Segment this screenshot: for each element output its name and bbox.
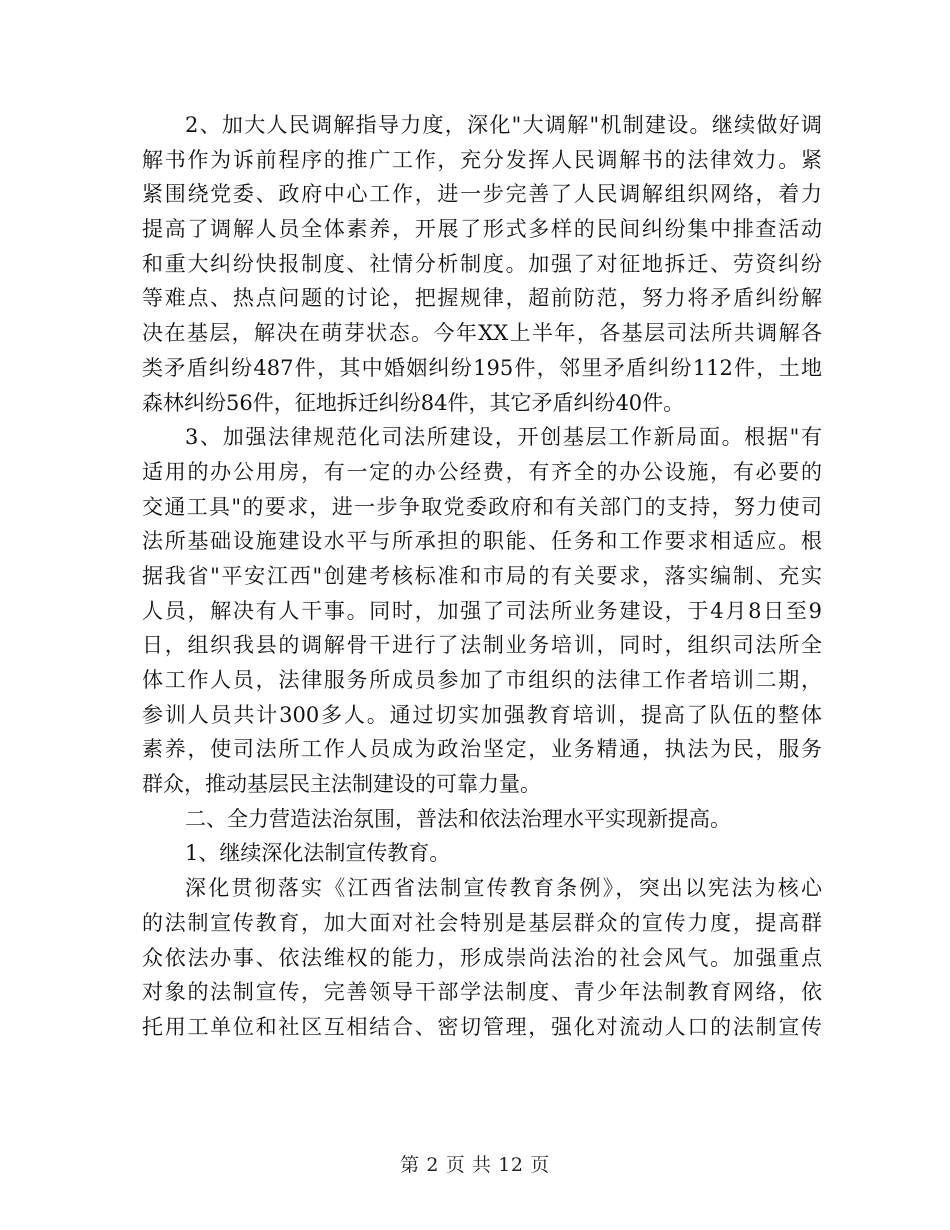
text-line: 人员，解决有人干事。同时，加强了司法所业务建设，于4月8日至9: [142, 598, 822, 623]
text-line: 深化贯彻落实《江西省法制宣传教育条例》，突出以宪法为核心: [185, 876, 822, 901]
paragraph: [142, 108, 822, 420]
text-line: 法所基础设施建设水平与所承担的职能、任务和工作要求相适应。根: [142, 529, 822, 554]
paragraph: [142, 871, 822, 1044]
page-footer: 第 2 页 共 12 页: [400, 1154, 550, 1176]
text-line: 类矛盾纠纷487件，其中婚姻纠纷195件，邻里矛盾纠纷112件，土地: [142, 355, 822, 380]
text-line: 交通工具"的要求，进一步争取党委政府和有关部门的支持，努力使司: [142, 494, 822, 519]
text-line: 1、继续深化法制宣传教育。: [185, 841, 451, 866]
text-line: 参训人员共计300多人。通过切实加强教育培训，提高了队伍的整体: [142, 702, 822, 727]
text-line: 二、全力营造法治氛围，普法和依法治理水平实现新提高。: [185, 806, 731, 831]
text-line: 体工作人员，法律服务所成员参加了市组织的法律工作者培训二期，: [142, 668, 822, 692]
text-line: 据我省"平安江西"创建考核标准和市局的有关要求，落实编制、充实: [142, 563, 822, 588]
text-line: 3、加强法律规范化司法所建设，开创基层工作新局面。根据"有: [185, 425, 822, 450]
text-line: 日，组织我县的调解骨干进行了法制业务培训，同时，组织司法所全: [142, 633, 822, 658]
text-line: 解书作为诉前程序的推广工作，充分发挥人民调解书的法律效力。紧: [142, 147, 822, 172]
text-line: 等难点、热点问题的讨论，把握规律，超前防范，努力将矛盾纠纷解: [142, 286, 822, 311]
paragraph: [142, 420, 822, 802]
text-line: 素养，使司法所工作人员成为政治坚定，业务精通，执法为民，服务: [142, 737, 822, 762]
paragraph: [142, 802, 822, 837]
text-line: 和重大纠纷快报制度、社情分析制度。加强了对征地拆迁、劳资纠纷: [142, 251, 822, 276]
text-line: 提高了调解人员全体素养，开展了形式多样的民间纠纷集中排查活动: [142, 217, 822, 242]
text-line: 对象的法制宣传，完善领导干部学法制度、青少年法制教育网络，依: [142, 980, 822, 1005]
text-line: 众依法办事、依法维权的能力，形成崇尚法治的社会风气。加强重点: [142, 945, 822, 970]
paragraph: [142, 836, 822, 871]
text-line: 群众，推动基层民主法制建设的可靠力量。: [142, 772, 541, 797]
text-line: 决在基层，解决在萌芽状态。今年XX上半年，各基层司法所共调解各: [142, 321, 822, 346]
text-line: 的法制宣传教育，加大面对社会特别是基层群众的宣传力度，提高群: [142, 910, 822, 935]
text-line: 托用工单位和社区互相结合、密切管理，强化对流动人口的法制宣传: [142, 1014, 822, 1039]
text-line: 紧围绕党委、政府中心工作，进一步完善了人民调解组织网络，着力: [142, 182, 822, 207]
document-body: [142, 108, 822, 1045]
text-line: 2、加大人民调解指导力度，深化"大调解"机制建设。继续做好调: [185, 113, 822, 137]
text-line: 森林纠纷56件，征地拆迁纠纷84件，其它矛盾纠纷40件。: [142, 390, 685, 415]
text-line: 适用的办公用房，有一定的办公经费，有齐全的办公设施，有必要的: [142, 459, 822, 484]
